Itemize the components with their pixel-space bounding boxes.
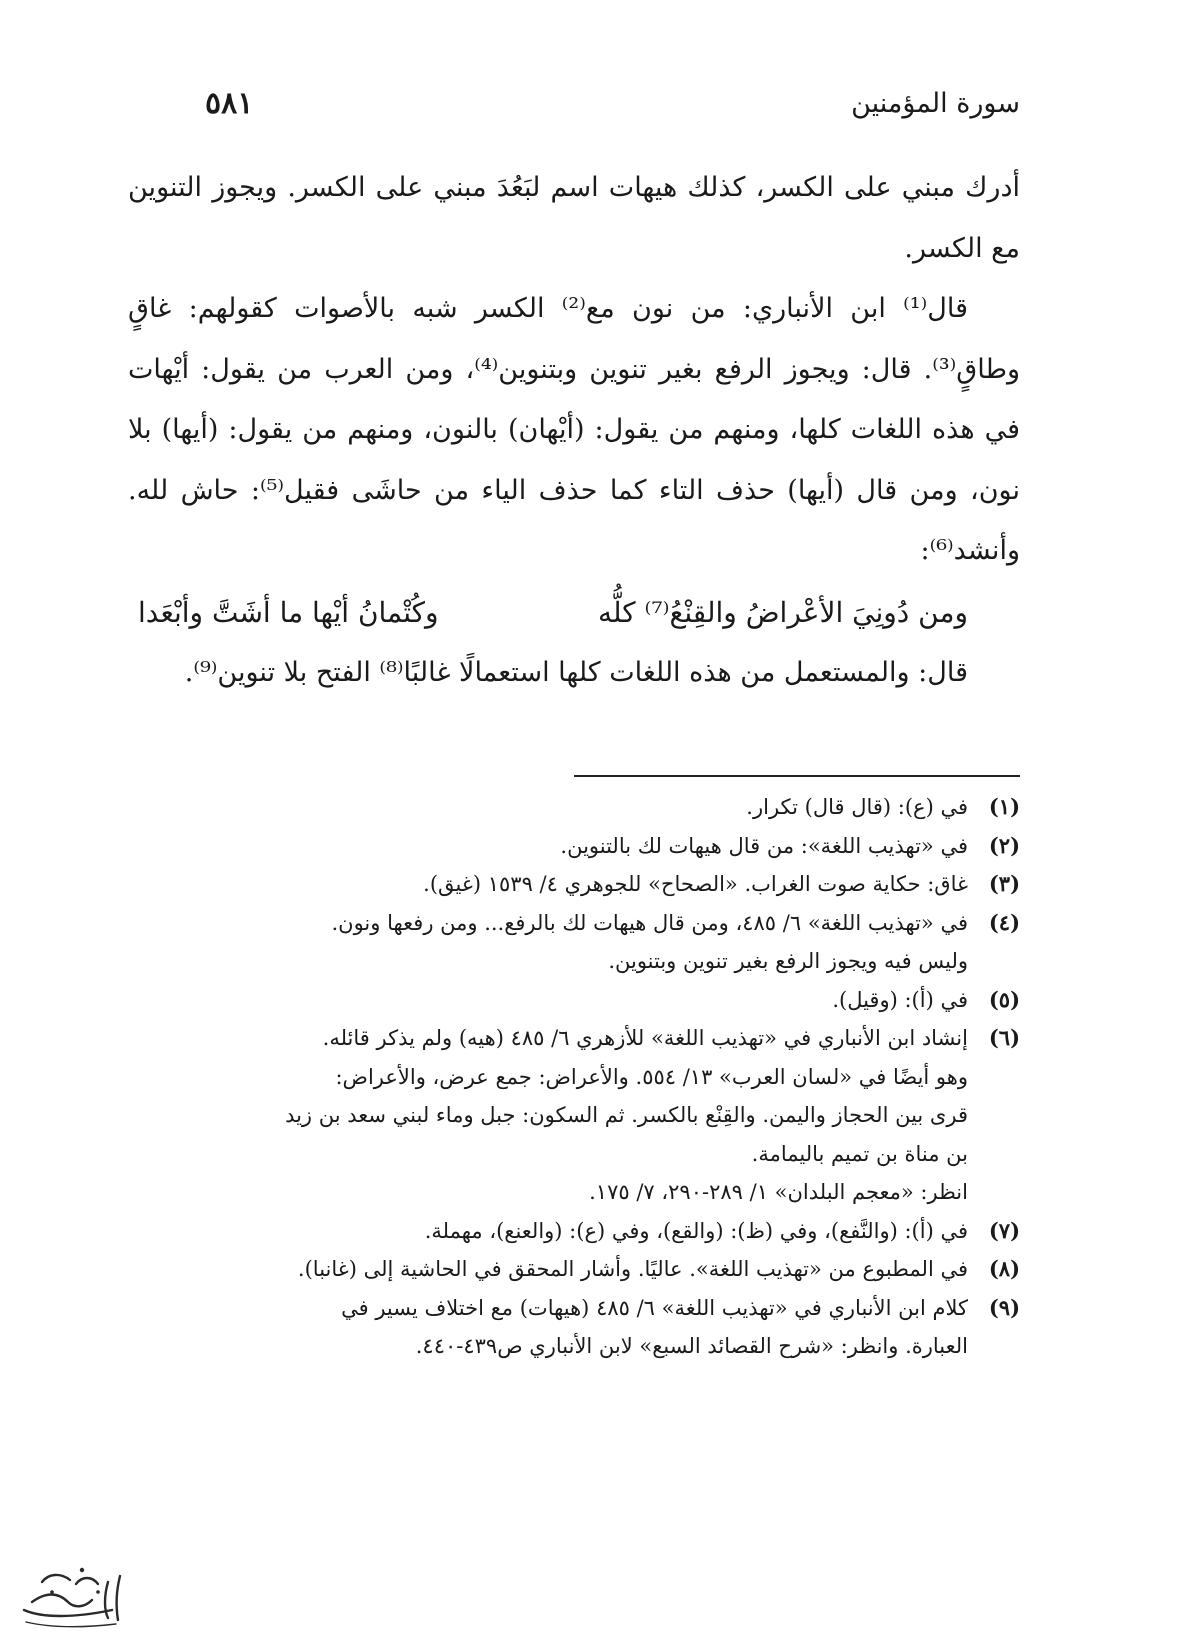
- running-header: [205, 78, 1020, 128]
- footnote-number: (٧): [988, 1217, 1020, 1243]
- footnote-line: بن مناة بن تميم باليمامة.: [751, 1141, 968, 1166]
- footnote-text: [128, 1019, 968, 1212]
- footnote-text: [128, 1289, 968, 1366]
- footnote-item: [128, 827, 1020, 866]
- footnote-item: [128, 981, 1020, 1020]
- footnote-number: (٢): [988, 832, 1020, 858]
- publisher-stamp-logo: [12, 1562, 130, 1634]
- footnote-line: انظر: «معجم البلدان» ١/ ٢٨٩-٢٩٠، ٧/ ١٧٥.: [589, 1180, 968, 1204]
- footnote-text: [128, 904, 968, 981]
- footnote-item: [128, 865, 1020, 904]
- footnote-text: [128, 1250, 968, 1289]
- footnote-line: في «تهذيب اللغة» ٦/ ٤٨٥، ومن قال هيهات لك بالرفع... ومن رفعها ونون.: [331, 910, 968, 935]
- footnote-item: [128, 788, 1020, 827]
- footnote-line: وليس فيه ويجوز الرفع بغير تنوين وبتنوين.: [608, 949, 968, 973]
- footnote-line: قرى بين الحجاز واليمن. والقِنْع بالكسر. ثم السكون: جبل وماء لبني سعد بن زيد: [285, 1103, 968, 1127]
- footnote-line: في المطبوع من «تهذيب اللغة». عاليًا. وأشار المحقق في الحاشية إلى (غانبا).: [297, 1257, 968, 1281]
- footnote-divider: [574, 775, 1020, 777]
- footnote-text: [128, 827, 968, 866]
- footnote-item: [128, 904, 1020, 981]
- footnote-number: (٨): [988, 1256, 1020, 1281]
- main-text: [128, 158, 1020, 703]
- poetry-verse: [128, 582, 1020, 643]
- footnote-item: [128, 1289, 1020, 1366]
- footnote-line: غاق: حكاية صوت الغراب. «الصحاح» للجوهري ٤/ ١٥٣٩ (غيق).: [423, 872, 968, 896]
- footnote-item: [128, 1212, 1020, 1251]
- footnote-number: (٦): [988, 1025, 1020, 1050]
- footnote-line: في «تهذيب اللغة»: من قال هيهات لك بالتنوين.: [560, 833, 968, 858]
- verse-second-hemistich: وكُتْمانُ أيْها ما أشَتَّ وأبْعَدا: [138, 595, 439, 629]
- footnotes-section: [128, 788, 1020, 1366]
- paragraph-3: قال: والمستعمل من هذه اللغات كلها استعمالًا غالبًا⁽⁸⁾ الفتح بلا تنوين⁽⁹⁾.: [184, 656, 968, 688]
- footnote-line: إنشاد ابن الأنباري في «تهذيب اللغة» للأزهري ٦/ ٤٨٥ (هيه) ولم يذكر قائله.: [322, 1026, 968, 1050]
- footnote-line: في (أ): (والنَّفع)، وفي (ظ): (والقع)، وفي (ع): (والعنع)، مهملة.: [424, 1218, 968, 1243]
- surah-title: سورة المؤمنين: [851, 87, 1020, 119]
- footnote-number: (٩): [988, 1294, 1020, 1320]
- footnote-item: [128, 1250, 1020, 1289]
- footnote-line: في (ع): (قال قال) تكرار.: [746, 795, 968, 819]
- paragraph-2: قال⁽¹⁾ ابن الأنباري: من نون مع⁽²⁾ الكسر شبه بالأصوات كقولهم: غاقٍ وطاقٍ⁽³⁾. قال: ويجوز الرفع بغير تنوين وبتنوين⁽⁴⁾، ومن العرب من يقول: أيْهات في هذه اللغات كلها، ومنهم من يقول: (أيْهان) بالنون، ومنهم من يقول: (أيها) بلا نون، ومن قال (أيها) حذف التاء كما حذف الياء من حاشَى فقيل⁽⁵⁾: حاش لله. وأنشد⁽⁶⁾:: [128, 293, 1020, 566]
- footnote-text: [128, 981, 968, 1020]
- footnote-text: [128, 865, 968, 904]
- footnote-line: وهو أيضًا في «لسان العرب» ١٣/ ٥٥٤. والأعراض: جمع عرض، والأعراض:: [335, 1064, 968, 1089]
- verse-first-hemistich: ومن دُونِيَ الأعْراضُ والقِنْعُ⁽⁷⁾ كلُّه: [597, 595, 968, 629]
- footnote-text: [128, 1212, 968, 1251]
- footnote-line: كلام ابن الأنباري في «تهذيب اللغة» ٦/ ٤٨٥ (هيهات) مع اختلاف يسير في: [341, 1295, 968, 1320]
- footnote-item: [128, 1019, 1020, 1212]
- footnote-line: العبارة. وانظر: «شرح القصائد السبع» لابن الأنباري ص٤٣٩-٤٤٠.: [415, 1334, 968, 1358]
- footnote-line: في (أ): (وقيل).: [832, 987, 968, 1012]
- page-number: ٥٨١: [205, 85, 254, 121]
- footnote-number: (٣): [988, 871, 1020, 896]
- footnote-number: (١): [988, 794, 1020, 819]
- footnote-number: (٤): [988, 909, 1020, 935]
- footnote-text: [128, 788, 968, 827]
- paragraph-1: أدرك مبني على الكسر، كذلك هيهات اسم لبَعُدَ مبني على الكسر. ويجوز التنوين مع الكسر.: [128, 172, 1020, 264]
- footnote-number: (٥): [988, 986, 1020, 1012]
